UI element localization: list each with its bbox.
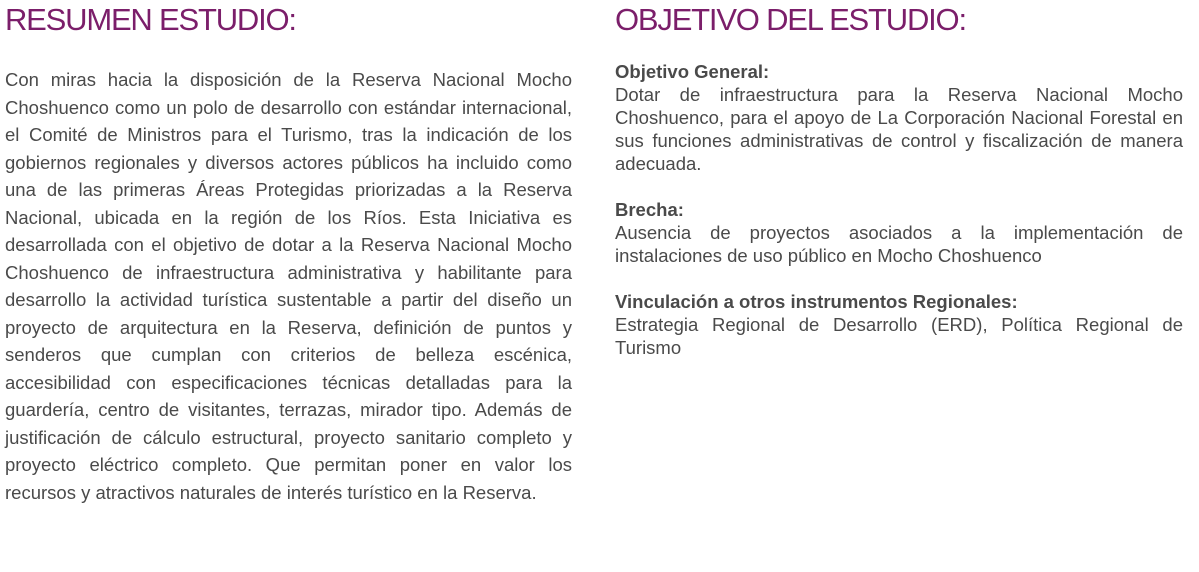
brecha-title: Brecha: bbox=[615, 199, 684, 220]
resumen-body: Con miras hacia la disposición de la Reserva Nacional Mocho Choshuenco como un polo de desarrollo con estándar internacional, el Comité de Ministros para el Turismo, tras la indicación de los gobiernos regionales y diversos actores públicos ha incluido como una de las primeras Áreas Protegidas priorizadas a la Reserva Nacional, ubicada en la región de los Ríos. Esta Iniciativa es desarrollada con el objetivo de dotar a la Reserva Nacional Mocho Choshuenco de infraestructura administrativa y habilitante para desarrollo la actividad turística sustentable a partir del diseño un proyecto de arquitectura en la Reserva, definición de puntos y senderos que cumplan con criterios de belleza escénica, accesibilidad con especificaciones técnicas detalladas para la guardería, centro de visitantes, terrazas, mirador tipo. Además de justificación de cálculo estructural, proyecto sanitario completo y proyecto eléctrico completo. Que permitan poner en valor los recursos y atractivos naturales de interés turístico en la Reserva. bbox=[5, 69, 572, 503]
objetivo-general-section bbox=[615, 60, 1183, 175]
objetivo-column bbox=[615, 60, 1183, 382]
brecha-text: Ausencia de proyectos asociados a la implementación de instalaciones de uso público en Mocho Choshuenco bbox=[615, 222, 1183, 266]
brecha-section bbox=[615, 198, 1183, 267]
resumen-heading: RESUMEN ESTUDIO: bbox=[5, 2, 296, 37]
vinculacion-text: Estrategia Regional de Desarrollo (ERD), Política Regional de Turismo bbox=[615, 314, 1183, 358]
vinculacion-section bbox=[615, 290, 1183, 359]
vinculacion-title: Vinculación a otros instrumentos Regionales: bbox=[615, 291, 1018, 312]
objetivo-heading: OBJETIVO DEL ESTUDIO: bbox=[615, 2, 966, 37]
objetivo-general-title: Objetivo General: bbox=[615, 61, 770, 82]
objetivo-general-text: Dotar de infraestructura para la Reserva Nacional Mocho Choshuenco, para el apoyo de La Corporación Nacional Forestal en sus funciones administrativas de control y fiscalización de manera adecuada. bbox=[615, 84, 1183, 174]
